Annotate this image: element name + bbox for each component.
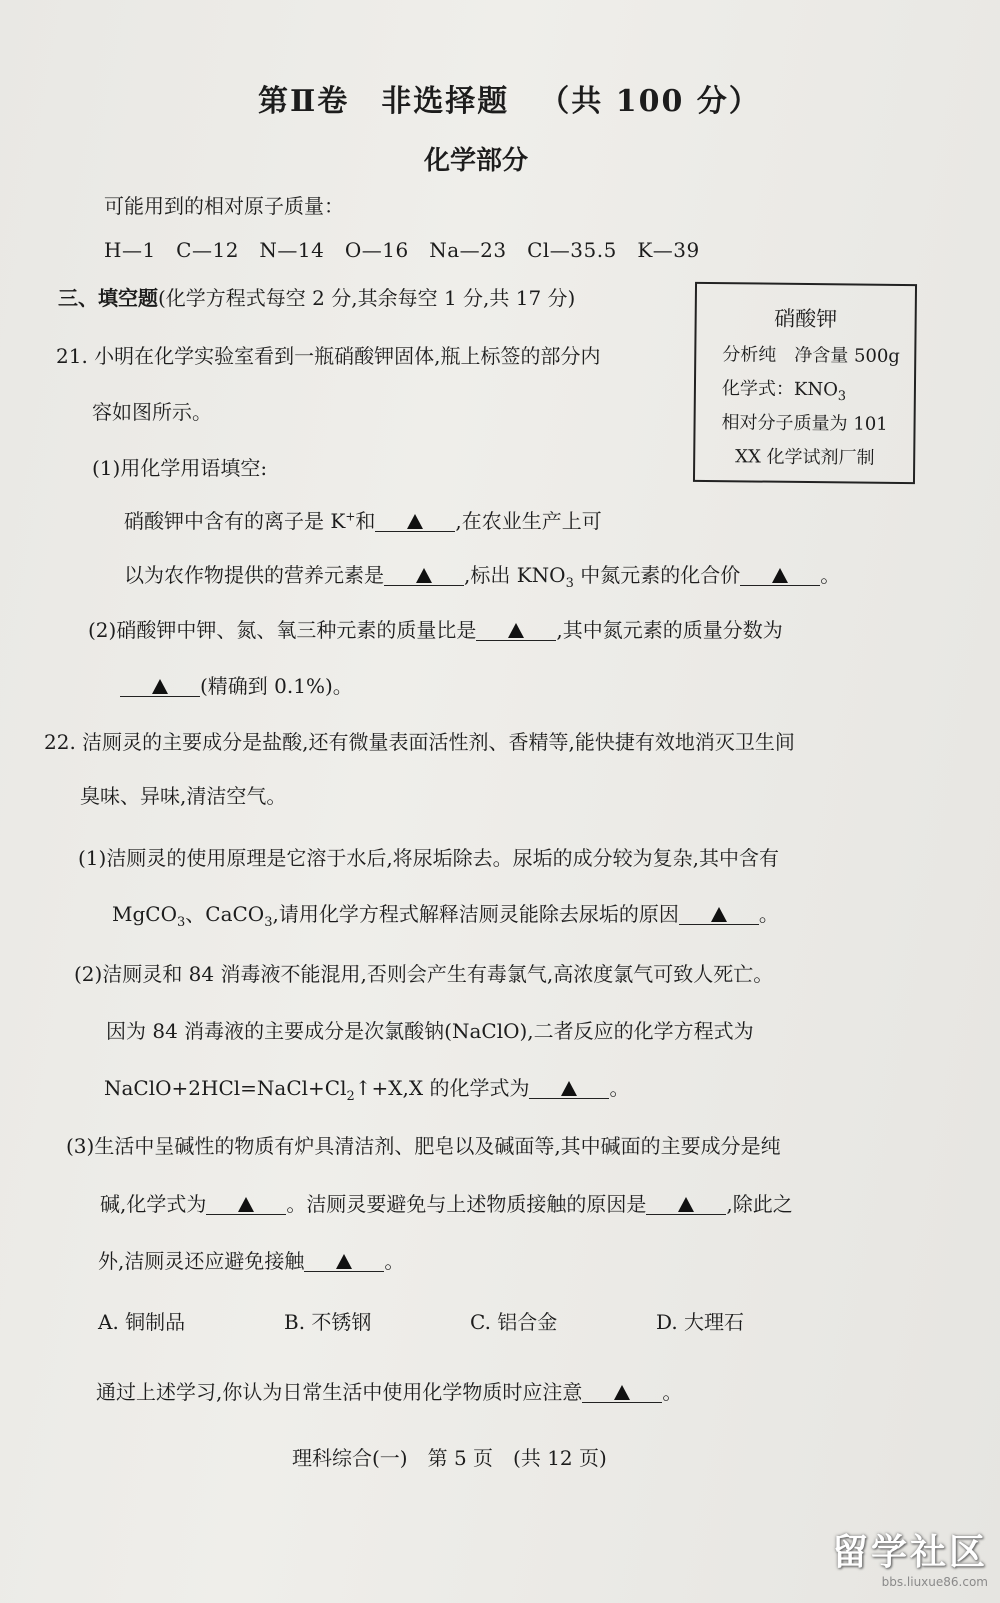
section-three-label: 三、填空题 <box>58 286 158 310</box>
answer-triangle-icon <box>152 679 168 694</box>
q22-final-blank[interactable] <box>582 1382 662 1403</box>
reagent-formula-sub: 3 <box>837 388 847 405</box>
q21-valence-sub: 3 <box>565 576 574 591</box>
q22-avoid-blank[interactable] <box>304 1251 384 1272</box>
q22-part2-line2: 因为 84 消毒液的主要成分是次氯酸钠(NaClO),二者反应的化学方程式为 <box>106 1019 754 1043</box>
q22-final-end: 。 <box>662 1380 683 1404</box>
q22-caco3: 、CaCO <box>185 902 265 926</box>
answer-triangle-icon <box>678 1197 694 1212</box>
section-three-note: (化学方程式每空 2 分,其余每空 1 分,共 17 分) <box>158 286 576 310</box>
answer-triangle-icon <box>772 568 788 583</box>
q21-ion-text: 硝酸钾中含有的离子是 K <box>124 509 346 533</box>
answer-triangle-icon <box>336 1254 352 1269</box>
q22-final-line <box>96 1376 682 1405</box>
q22-stem-line2: 臭味、异味,清洁空气。 <box>80 784 287 808</box>
subject-title: 化学部分 <box>424 146 529 176</box>
atomic-mass-values: H—1 C—12 N—14 O—16 Na—23 Cl—35.5 K—39 <box>104 238 700 262</box>
q22-stem-line1: 22. 洁厕灵的主要成分是盐酸,还有微量表面活性剂、香精等,能快捷有效地消灭卫生间 <box>44 730 795 754</box>
section-three-heading <box>58 282 575 311</box>
q22-mgco3: MgCO <box>112 902 177 926</box>
q22-soda-formula-blank[interactable] <box>206 1194 286 1215</box>
q22-reaction-equation: NaClO+2HCl=NaCl+Cl <box>104 1076 347 1100</box>
q22-x-formula-blank[interactable] <box>529 1078 609 1099</box>
reagent-name: 硝酸钾 <box>774 306 838 332</box>
q21-valence-text: ,标出 KNO <box>464 563 566 587</box>
q21-nutrient-text: 以为农作物提供的营养元素是 <box>124 563 384 587</box>
q22-part1-line1: (1)洁厕灵的使用原理是它溶于水后,将尿垢除去。尿垢的成分较为复杂,其中含有 <box>78 846 780 870</box>
answer-triangle-icon <box>711 907 727 922</box>
q21-mass-ratio-text: (2)硝酸钾中钾、氮、氧三种元素的质量比是 <box>88 618 477 642</box>
section-title <box>258 76 761 120</box>
q22-part2-end: 。 <box>609 1076 630 1100</box>
q21-valence-text2: 中氮元素的化合价 <box>573 563 741 587</box>
q22-avoid-text: 外,洁厕灵还应避免接触 <box>98 1249 305 1273</box>
q22-mgco3-sub: 3 <box>176 915 186 930</box>
answer-triangle-icon <box>561 1081 577 1096</box>
option-b[interactable]: B. 不锈钢 <box>284 1310 372 1334</box>
answer-triangle-icon <box>407 514 423 529</box>
q21-stem-line1: 21. 小明在化学实验室看到一瓶硝酸钾固体,瓶上标签的部分内 <box>56 344 601 368</box>
reagent-maker: XX 化学试剂厂制 <box>735 446 875 469</box>
q21-mass-fraction-text: ,其中氮元素的质量分数为 <box>556 618 783 642</box>
answer-triangle-icon <box>614 1385 630 1400</box>
option-a[interactable]: A. 铜制品 <box>98 1310 186 1334</box>
reagent-label-box <box>693 282 917 484</box>
q22-reason-text: 。洁厕灵要避免与上述物质接触的原因是 <box>286 1192 647 1216</box>
q22-part2-line3 <box>104 1072 629 1104</box>
reagent-grade: 分析纯 净含量 500g <box>722 344 901 367</box>
site-watermark <box>832 1524 988 1589</box>
answer-triangle-icon <box>416 568 432 583</box>
q22-part1-line2 <box>112 898 779 930</box>
q22-part3-line1: (3)生活中呈碱性的物质有炉具清洁剂、肥皂以及碱面等,其中碱面的主要成分是纯 <box>66 1134 781 1158</box>
q22-options <box>98 1306 744 1335</box>
option-d[interactable]: D. 大理石 <box>656 1310 745 1334</box>
q22-cl2-sub: 2 <box>346 1089 355 1104</box>
q22-part1-end: 。 <box>758 902 779 926</box>
q21-mass-fraction-blank[interactable] <box>120 676 200 697</box>
q22-part3-line3 <box>98 1245 404 1274</box>
answer-triangle-icon <box>508 623 524 638</box>
watermark-url: bbs.liuxue86.com <box>881 1575 988 1589</box>
option-c[interactable]: C. 铝合金 <box>470 1310 558 1334</box>
q22-part3-line2 <box>100 1188 793 1217</box>
q22-caco3-sub: 3 <box>264 915 273 930</box>
q22-final-text: 通过上述学习,你认为日常生活中使用化学物质时应注意 <box>96 1380 583 1404</box>
q21-ion-blank[interactable] <box>375 511 455 532</box>
atomic-mass-intro: 可能用到的相对原子质量： <box>104 194 344 218</box>
q21-part1-line2 <box>124 559 840 591</box>
q22-part3-line2-tail: ,除此之 <box>726 1192 793 1216</box>
section-title-text: 第Ⅱ卷 非选择题 <box>258 84 510 119</box>
q21-part1-heading: (1)用化学用语填空: <box>92 456 268 480</box>
q21-precision-note: (精确到 0.1%)。 <box>200 674 353 698</box>
q21-ion-charge: + <box>345 509 356 524</box>
q21-mass-ratio-blank[interactable] <box>476 620 556 641</box>
q22-equation-blank[interactable] <box>679 904 759 925</box>
reagent-formula <box>722 374 847 404</box>
q21-part1-line1 <box>124 505 602 534</box>
q21-nutrient-blank[interactable] <box>384 565 464 586</box>
q21-part1-line1-tail: ,在农业生产上可 <box>455 509 602 533</box>
q21-part1-line2-end: 。 <box>820 563 841 587</box>
q22-part2-line1: (2)洁厕灵和 84 消毒液不能混用,否则会产生有毒氯气,高浓度氯气可致人死亡。 <box>74 962 774 986</box>
q21-valence-blank[interactable] <box>740 565 820 586</box>
q21-ion-and: 和 <box>355 509 376 533</box>
q22-part3-end: 。 <box>384 1249 405 1273</box>
page-footer: 理科综合(一) 第 5 页 (共 12 页) <box>292 1446 607 1470</box>
q22-part1-question: ,请用化学方程式解释洁厕灵能除去尿垢的原因 <box>272 902 679 926</box>
q21-part2-line2 <box>120 670 353 699</box>
reagent-formula-prefix: 化学式：KNO <box>721 378 839 401</box>
q21-part2-line1 <box>88 614 783 643</box>
q22-soda-formula-text: 碱,化学式为 <box>100 1192 207 1216</box>
section-score: （共 100 分） <box>539 84 761 119</box>
watermark-logo: 留学社区 <box>831 1532 988 1573</box>
answer-triangle-icon <box>238 1197 254 1212</box>
q22-reason-blank[interactable] <box>646 1194 726 1215</box>
reagent-mass: 相对分子质量为 101 <box>721 412 888 435</box>
q21-stem-line2: 容如图所示。 <box>92 400 212 424</box>
q22-x-formula-text: ↑+X,X 的化学式为 <box>354 1076 530 1100</box>
